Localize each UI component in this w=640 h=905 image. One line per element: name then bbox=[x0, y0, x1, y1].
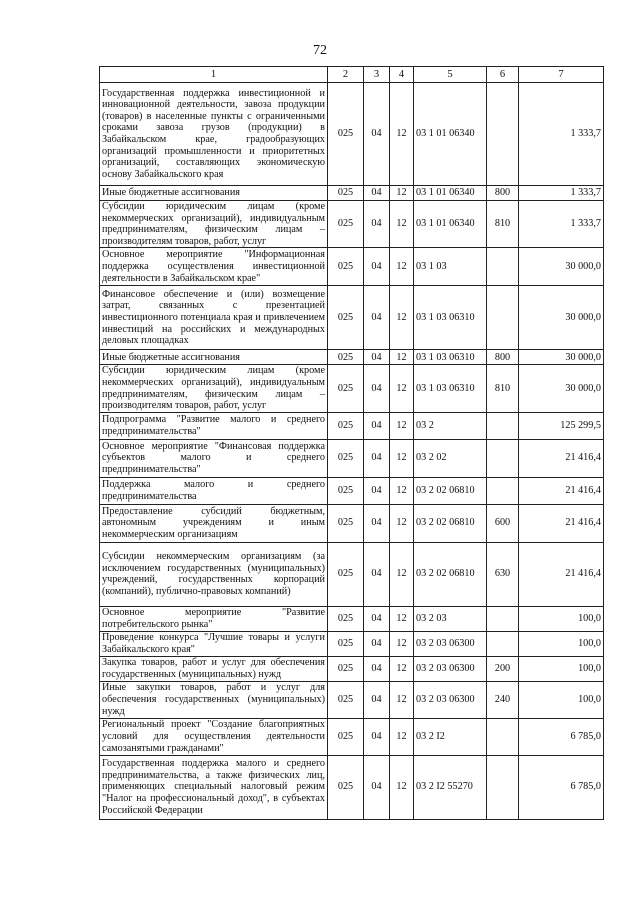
row-section: 04 bbox=[364, 286, 390, 350]
row-section: 04 bbox=[364, 350, 390, 365]
row-subsection: 12 bbox=[390, 201, 414, 248]
row-name: Проведение конкурса "Лучшие товары и услуги Забайкальского края" bbox=[100, 631, 328, 656]
table-body bbox=[100, 83, 604, 820]
row-amount: 21 416,4 bbox=[519, 542, 604, 606]
row-grbs: 025 bbox=[328, 412, 364, 439]
row-expense-type: 800 bbox=[487, 186, 519, 201]
row-target-article: 03 1 03 06310 bbox=[414, 286, 487, 350]
row-target-article: 03 2 02 06810 bbox=[414, 542, 487, 606]
row-target-article: 03 2 03 06300 bbox=[414, 631, 487, 656]
row-target-article: 03 1 03 06310 bbox=[414, 365, 487, 412]
table-row bbox=[100, 542, 604, 606]
table-row bbox=[100, 286, 604, 350]
row-expense-type: 800 bbox=[487, 350, 519, 365]
row-grbs: 025 bbox=[328, 186, 364, 201]
row-target-article: 03 1 03 06310 bbox=[414, 350, 487, 365]
row-amount: 1 333,7 bbox=[519, 83, 604, 186]
row-grbs: 025 bbox=[328, 631, 364, 656]
row-target-article: 03 2 02 06810 bbox=[414, 477, 487, 504]
row-name: Закупка товаров, работ и услуг для обеспечения государственных (муниципальных) нужд bbox=[100, 656, 328, 681]
row-subsection: 12 bbox=[390, 186, 414, 201]
row-name: Иные бюджетные ассигнования bbox=[100, 186, 328, 201]
row-grbs: 025 bbox=[328, 681, 364, 718]
row-subsection: 12 bbox=[390, 681, 414, 718]
row-section: 04 bbox=[364, 606, 390, 631]
row-target-article: 03 2 03 bbox=[414, 606, 487, 631]
row-section: 04 bbox=[364, 439, 390, 477]
table-row bbox=[100, 186, 604, 201]
row-grbs: 025 bbox=[328, 477, 364, 504]
row-grbs: 025 bbox=[328, 606, 364, 631]
row-target-article: 03 2 bbox=[414, 412, 487, 439]
row-grbs: 025 bbox=[328, 504, 364, 542]
row-expense-type: 240 bbox=[487, 681, 519, 718]
column-header: 3 bbox=[364, 67, 390, 83]
row-name: Субсидии некоммерческим организациям (за исключением государственных (муниципальных) учреждений, государственных корпораций (компаний), публично-правовых компаний) bbox=[100, 542, 328, 606]
row-grbs: 025 bbox=[328, 718, 364, 755]
row-expense-type bbox=[487, 718, 519, 755]
row-name: Подпрограмма "Развитие малого и среднего предпринимательства" bbox=[100, 412, 328, 439]
row-section: 04 bbox=[364, 365, 390, 412]
row-name: Основное мероприятие "Информационная поддержка осуществления инвестиционной деятельности в Забайкальском крае" bbox=[100, 248, 328, 286]
row-section: 04 bbox=[364, 201, 390, 248]
row-section: 04 bbox=[364, 755, 390, 819]
row-section: 04 bbox=[364, 83, 390, 186]
row-expense-type bbox=[487, 286, 519, 350]
column-header: 6 bbox=[487, 67, 519, 83]
row-section: 04 bbox=[364, 542, 390, 606]
row-subsection: 12 bbox=[390, 439, 414, 477]
row-grbs: 025 bbox=[328, 365, 364, 412]
row-amount: 30 000,0 bbox=[519, 248, 604, 286]
row-grbs: 025 bbox=[328, 83, 364, 186]
row-amount: 30 000,0 bbox=[519, 350, 604, 365]
row-grbs: 025 bbox=[328, 656, 364, 681]
row-subsection: 12 bbox=[390, 504, 414, 542]
row-subsection: 12 bbox=[390, 412, 414, 439]
row-expense-type bbox=[487, 477, 519, 504]
row-amount: 30 000,0 bbox=[519, 365, 604, 412]
row-amount: 6 785,0 bbox=[519, 755, 604, 819]
row-subsection: 12 bbox=[390, 365, 414, 412]
row-target-article: 03 1 03 bbox=[414, 248, 487, 286]
row-target-article: 03 1 01 06340 bbox=[414, 201, 487, 248]
row-section: 04 bbox=[364, 412, 390, 439]
row-amount: 125 299,5 bbox=[519, 412, 604, 439]
table-row bbox=[100, 439, 604, 477]
row-name: Субсидии юридическим лицам (кроме некоммерческих организаций), индивидуальным предпринимателям, физическим лицам – производителям товаров, работ, услуг bbox=[100, 201, 328, 248]
row-grbs: 025 bbox=[328, 248, 364, 286]
row-amount: 21 416,4 bbox=[519, 504, 604, 542]
row-expense-type bbox=[487, 439, 519, 477]
row-expense-type bbox=[487, 755, 519, 819]
table-row bbox=[100, 606, 604, 631]
row-amount: 1 333,7 bbox=[519, 186, 604, 201]
row-section: 04 bbox=[364, 718, 390, 755]
row-expense-type bbox=[487, 606, 519, 631]
row-section: 04 bbox=[364, 477, 390, 504]
row-grbs: 025 bbox=[328, 755, 364, 819]
row-target-article: 03 2 03 06300 bbox=[414, 656, 487, 681]
row-name: Субсидии юридическим лицам (кроме некоммерческих организаций), индивидуальным предпринимателям, физическим лицам – производителям товаров, работ, услуг bbox=[100, 365, 328, 412]
row-amount: 21 416,4 bbox=[519, 439, 604, 477]
table-row bbox=[100, 248, 604, 286]
row-section: 04 bbox=[364, 631, 390, 656]
table-row bbox=[100, 350, 604, 365]
row-subsection: 12 bbox=[390, 286, 414, 350]
table-row bbox=[100, 656, 604, 681]
row-target-article: 03 1 01 06340 bbox=[414, 186, 487, 201]
row-grbs: 025 bbox=[328, 286, 364, 350]
column-header: 2 bbox=[328, 67, 364, 83]
row-grbs: 025 bbox=[328, 350, 364, 365]
column-header: 4 bbox=[390, 67, 414, 83]
row-name: Государственная поддержка малого и среднего предпринимательства, а также физических лиц, применяющих специальный налоговый режим "Налог на профессиональный доход", в субъектах Российской Федерации bbox=[100, 755, 328, 819]
row-subsection: 12 bbox=[390, 477, 414, 504]
row-expense-type: 600 bbox=[487, 504, 519, 542]
row-subsection: 12 bbox=[390, 248, 414, 286]
row-subsection: 12 bbox=[390, 350, 414, 365]
row-amount: 21 416,4 bbox=[519, 477, 604, 504]
row-expense-type bbox=[487, 631, 519, 656]
page-number: 72 bbox=[313, 43, 327, 58]
row-amount: 6 785,0 bbox=[519, 718, 604, 755]
table-row bbox=[100, 631, 604, 656]
row-expense-type bbox=[487, 83, 519, 186]
row-amount: 100,0 bbox=[519, 631, 604, 656]
row-subsection: 12 bbox=[390, 718, 414, 755]
row-amount: 100,0 bbox=[519, 681, 604, 718]
table-row bbox=[100, 718, 604, 755]
row-expense-type: 810 bbox=[487, 201, 519, 248]
table-row bbox=[100, 477, 604, 504]
row-subsection: 12 bbox=[390, 656, 414, 681]
table-row bbox=[100, 504, 604, 542]
row-subsection: 12 bbox=[390, 606, 414, 631]
row-name: Региональный проект "Создание благоприятных условий для осуществления деятельности самозанятыми гражданами" bbox=[100, 718, 328, 755]
row-expense-type: 200 bbox=[487, 656, 519, 681]
table-row bbox=[100, 755, 604, 819]
row-grbs: 025 bbox=[328, 542, 364, 606]
row-name: Предоставление субсидий бюджетным, автономным учреждениям и иным некоммерческим организациям bbox=[100, 504, 328, 542]
row-target-article: 03 2 02 bbox=[414, 439, 487, 477]
row-subsection: 12 bbox=[390, 542, 414, 606]
row-amount: 100,0 bbox=[519, 606, 604, 631]
row-expense-type: 810 bbox=[487, 365, 519, 412]
table-row bbox=[100, 681, 604, 718]
row-name: Финансовое обеспечение и (или) возмещение затрат, связанных с презентацией инвестиционного потенциала края и привлечением инвестиций на российских и международных деловых площадках bbox=[100, 286, 328, 350]
table-header-row bbox=[100, 67, 604, 83]
row-name: Поддержка малого и среднего предпринимательства bbox=[100, 477, 328, 504]
row-subsection: 12 bbox=[390, 631, 414, 656]
row-target-article: 03 2 I2 55270 bbox=[414, 755, 487, 819]
row-name: Основное мероприятие "Развитие потребительского рынка" bbox=[100, 606, 328, 631]
column-header: 1 bbox=[100, 67, 328, 83]
row-expense-type bbox=[487, 248, 519, 286]
row-amount: 100,0 bbox=[519, 656, 604, 681]
row-amount: 30 000,0 bbox=[519, 286, 604, 350]
column-header: 5 bbox=[414, 67, 487, 83]
row-name: Государственная поддержка инвестиционной и инновационной деятельности, завоза продукции (товаров) в населенные пункты с ограниченными сроками завоза грузов (продукции) в Забайкальском крае, градообразующих организаций промышленности и приоритетных организаций, составляющих экономическую основу Забайкальского края bbox=[100, 83, 328, 186]
table-row bbox=[100, 201, 604, 248]
row-grbs: 025 bbox=[328, 439, 364, 477]
row-target-article: 03 1 01 06340 bbox=[414, 83, 487, 186]
row-section: 04 bbox=[364, 681, 390, 718]
table-row bbox=[100, 365, 604, 412]
column-header: 7 bbox=[519, 67, 604, 83]
row-subsection: 12 bbox=[390, 755, 414, 819]
row-name: Основное мероприятие "Финансовая поддержка субъектов малого и среднего предпринимательства" bbox=[100, 439, 328, 477]
row-section: 04 bbox=[364, 656, 390, 681]
row-expense-type: 630 bbox=[487, 542, 519, 606]
row-section: 04 bbox=[364, 248, 390, 286]
row-target-article: 03 2 02 06810 bbox=[414, 504, 487, 542]
row-section: 04 bbox=[364, 504, 390, 542]
table-row bbox=[100, 83, 604, 186]
row-subsection: 12 bbox=[390, 83, 414, 186]
row-name: Иные закупки товаров, работ и услуг для обеспечения государственных (муниципальных) нужд bbox=[100, 681, 328, 718]
row-target-article: 03 2 03 06300 bbox=[414, 681, 487, 718]
row-expense-type bbox=[487, 412, 519, 439]
row-section: 04 bbox=[364, 186, 390, 201]
budget-table bbox=[99, 66, 604, 820]
row-name: Иные бюджетные ассигнования bbox=[100, 350, 328, 365]
table-row bbox=[100, 412, 604, 439]
row-target-article: 03 2 I2 bbox=[414, 718, 487, 755]
row-amount: 1 333,7 bbox=[519, 201, 604, 248]
row-grbs: 025 bbox=[328, 201, 364, 248]
